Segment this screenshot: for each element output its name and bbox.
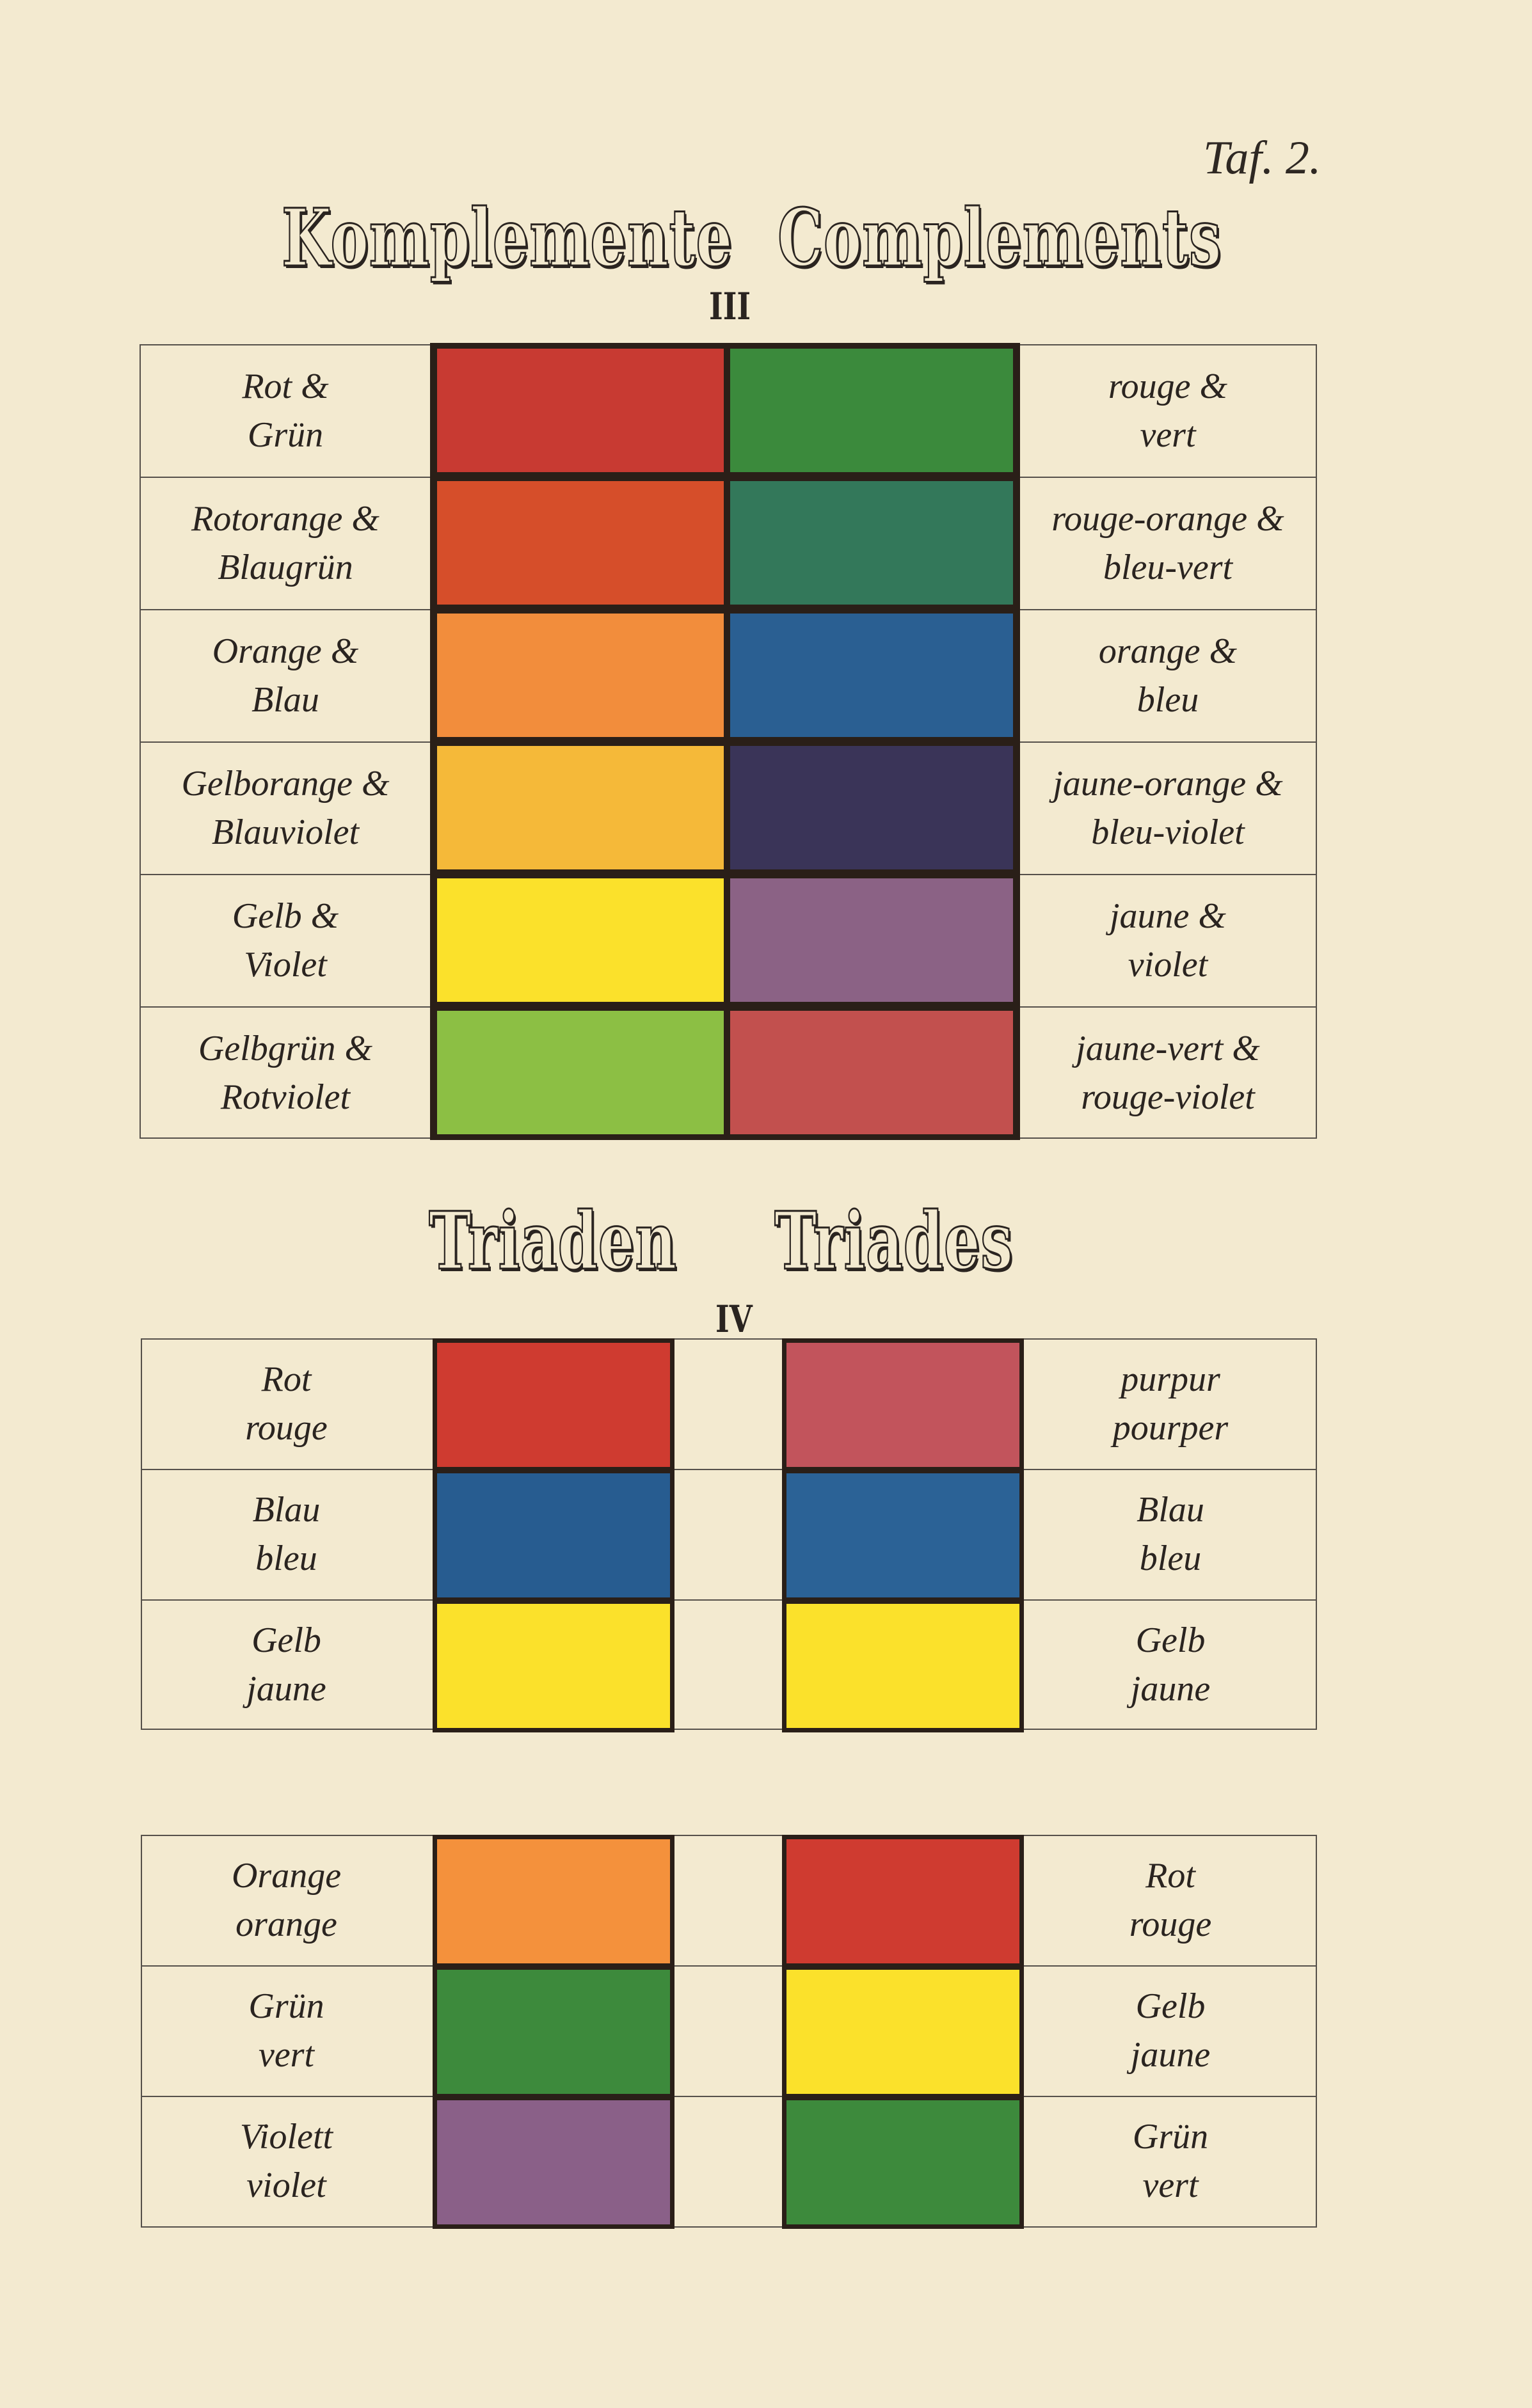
triads-numeral: IV [715,1297,753,1341]
triad-group-2-left-label [141,2096,432,2226]
complements-label-de-line-2: Violet [244,944,327,985]
triad-group-1-right-label [1024,1599,1317,1730]
triad-group-2-left-label-line-2: vert [258,2035,315,2075]
triad-group-1-left-swatch [433,1599,674,1732]
triad-group-1-left-label-line-2: rouge [245,1408,328,1448]
triad-group-2-right-label-line-1: Gelb [1135,1986,1206,2026]
complements-label-fr-line-2: violet [1128,944,1208,985]
complements-label-de-line-1: Gelborange & [181,763,390,804]
complements-label-de-line-2: Grün [247,415,324,455]
complements-label-fr-line-1: jaune & [1110,896,1226,936]
complements-label-de-line-2: Blauviolet [211,812,360,852]
complements-label-fr-line-1: orange & [1098,631,1238,671]
triad-group-1-left-label [141,1469,432,1599]
complements-label-fr-line-2: rouge-violet [1081,1077,1255,1117]
complements-label-fr-line-1: rouge-orange & [1051,498,1284,539]
complements-label-de [141,609,430,741]
triad-group-1-left-label-line-1: Gelb [251,1620,321,1660]
triad-group-2-left-label-line-2: violet [246,2166,326,2205]
complements-label-fr [1020,741,1316,874]
triad-group-2-right-label-line-1: Grün [1132,2117,1209,2157]
complements-label-de-line-2: Rotviolet [220,1077,351,1117]
triad-group-1-left-label [141,1338,432,1469]
plate-number: Taf. 2. [1203,132,1321,184]
complements-label-fr-line-2: bleu-vert [1103,547,1233,587]
triad-group-1-right-label-line-1: Gelb [1135,1620,1206,1660]
complements-label-de-line-1: Rotorange & [191,498,379,539]
triad-group-2-right-swatch [782,1835,1024,1968]
complements-label-de [141,477,430,609]
triad-group-2-right-label [1024,1835,1317,1965]
triad-group-2-right-label-line-2: vert [1142,2166,1199,2205]
triad-group-2-left-swatch [433,1965,674,2098]
triad-group-1-right-label-line-2: pourper [1112,1408,1229,1448]
triad-group-1-right-label [1024,1338,1317,1469]
triad-group-1-left-label-line-1: Blau [252,1490,321,1530]
triad-group-1-left-label-line-2: jaune [246,1669,326,1709]
complements-label-fr-line-2: vert [1140,415,1196,455]
complements-label-fr [1020,1006,1316,1139]
triad-group-2-right-swatch [782,1965,1024,2098]
triads-title-fr: Triades [774,1195,1014,1288]
triad-group-2-right-label-line-2: rouge [1129,1905,1212,1944]
complements-numeral: III [709,285,751,328]
triad-group-2-right-label-line-2: jaune [1130,2035,1211,2075]
triad-group-2-left-label-line-2: orange [235,1905,337,1944]
complements-label-de-line-1: Orange & [212,631,359,671]
complements-label-fr-line-2: bleu [1137,679,1199,720]
complements-label-fr-line-1: rouge & [1108,366,1228,406]
complements-title-de: Komplemente [282,192,733,285]
triad-group-1-left-label [141,1599,432,1730]
complements-label-de-line-2: Blaugrün [218,547,353,587]
complements-label-de-line-1: Gelb & [232,896,339,936]
triad-group-1-right-label [1024,1469,1317,1599]
triad-group-1-left-swatch [433,1469,674,1602]
triad-group-2-right-label [1024,1965,1317,2096]
triad-group-1-left-label-line-2: bleu [255,1539,317,1578]
complements-label-fr [1020,874,1316,1006]
complements-label-fr [1020,609,1316,741]
triad-group-1-left-swatch [433,1338,674,1471]
complements-label-fr-line-1: jaune-vert & [1076,1028,1260,1068]
complements-label-de [141,344,430,477]
triads-title-de: Triaden [429,1195,677,1288]
complements-label-de-line-1: Rot & [242,366,329,406]
triad-group-2-right-label [1024,2096,1317,2226]
complements-title-fr: Complements [778,192,1222,285]
triad-group-1-right-label-line-2: jaune [1130,1669,1211,1709]
triad-group-1-right-swatch [782,1338,1024,1471]
complements-swatch-frame [430,343,1020,1140]
triad-group-1-right-label-line-1: Blau [1137,1490,1204,1530]
triad-group-2-left-label-line-1: Orange [231,1856,342,1896]
complements-label-fr-line-1: jaune-orange & [1053,763,1283,804]
triad-group-1-right-label-line-1: purpur [1121,1359,1220,1399]
triad-group-2-left-label-line-1: Grün [248,1986,324,2026]
triad-group-2-right-label-line-1: Rot [1145,1856,1195,1896]
complements-label-de [141,874,430,1006]
complements-label-fr [1020,344,1316,477]
triad-group-1-right-swatch [782,1469,1024,1602]
triad-group-1-right-swatch [782,1599,1024,1732]
complements-label-de [141,741,430,874]
complements-label-de-line-2: Blau [251,679,319,720]
triad-group-2-left-label [141,1835,432,1965]
triad-group-1-left-label-line-1: Rot [261,1359,312,1399]
triad-group-2-left-swatch [433,1835,674,1968]
triad-group-2-right-swatch [782,2096,1024,2229]
triad-group-1-right-label-line-2: bleu [1139,1539,1202,1578]
triad-group-2-left-label-line-1: Violett [239,2117,333,2157]
complements-label-fr [1020,477,1316,609]
complements-label-de [141,1006,430,1139]
triad-group-2-left-swatch [433,2096,674,2229]
triad-group-2-left-label [141,1965,432,2096]
complements-label-fr-line-2: bleu-violet [1091,812,1245,852]
complements-label-de-line-1: Gelbgrün & [198,1028,373,1068]
